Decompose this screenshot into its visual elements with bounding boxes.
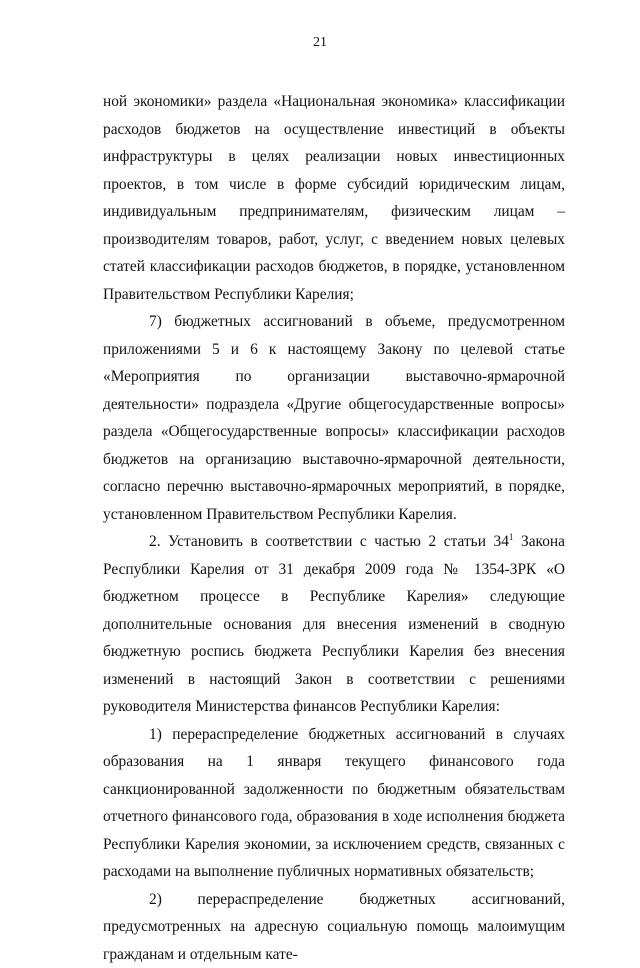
paragraph-item-2: 2) перераспределение бюджетных ассигнований, предусмотренных на адресную социальную помощь малоимущим гражданам и отдельным кате-: [103, 886, 565, 968]
page-number: 21: [0, 35, 640, 51]
paragraph-item-7: 7) бюджетных ассигнований в объеме, предусмотренном приложениями 5 и 6 к настоящему Закону по целевой статье «Мероприятия по организации выставочно-ярмарочной деятельности» подраздела «Другие общегосударственные вопросы» раздела «Общегосударственные вопросы» классификации расходов бюджетов на организацию выставочно-ярмарочной деятельности, согласно перечню выставочно-ярмарочных мероприятий, в порядке, установленном Правительством Республики Карелия.: [103, 308, 565, 528]
article-superscript: 1: [509, 532, 514, 542]
paragraph-item-1: 1) перераспределение бюджетных ассигнований в случаях образования на 1 января текущего финансового года санкционированной задолженности по бюджетным обязательствам отчетного финансового года, образования в ходе исполнения бюджета Республики Карелия экономии, за исключением средств, связанных с расходами на выполнение публичных нормативных обязательств;: [103, 721, 565, 886]
document-body: [103, 88, 565, 968]
paragraph-section-2: [103, 528, 565, 721]
paragraph-section-2-text-after: Закона Республики Карелия от 31 декабря 2009 года № 1354-ЗРК «О бюджетном процессе в Республике Карелия» следующие дополнительные основания для внесения изменений в сводную бюджетную роспись бюджета Республики Карелия без внесения изменений в настоящий Закон в соответствии с решениями руководителя Министерства финансов Республики Карелия:: [103, 533, 565, 715]
paragraph-section-2-text-before: 2. Установить в соответствии с частью 2 статьи 34: [149, 533, 509, 550]
paragraph-continuation: ной экономики» раздела «Национальная экономика» классификации расходов бюджетов на осуществление инвестиций в объекты инфраструктуры в целях реализации новых инвестиционных проектов, в том числе в форме субсидий юридическим лицам, индивидуальным предпринимателям, физическим лицам – производителям товаров, работ, услуг, с введением новых целевых статей классификации расходов бюджетов, в порядке, установленном Правительством Республики Карелия;: [103, 88, 565, 308]
